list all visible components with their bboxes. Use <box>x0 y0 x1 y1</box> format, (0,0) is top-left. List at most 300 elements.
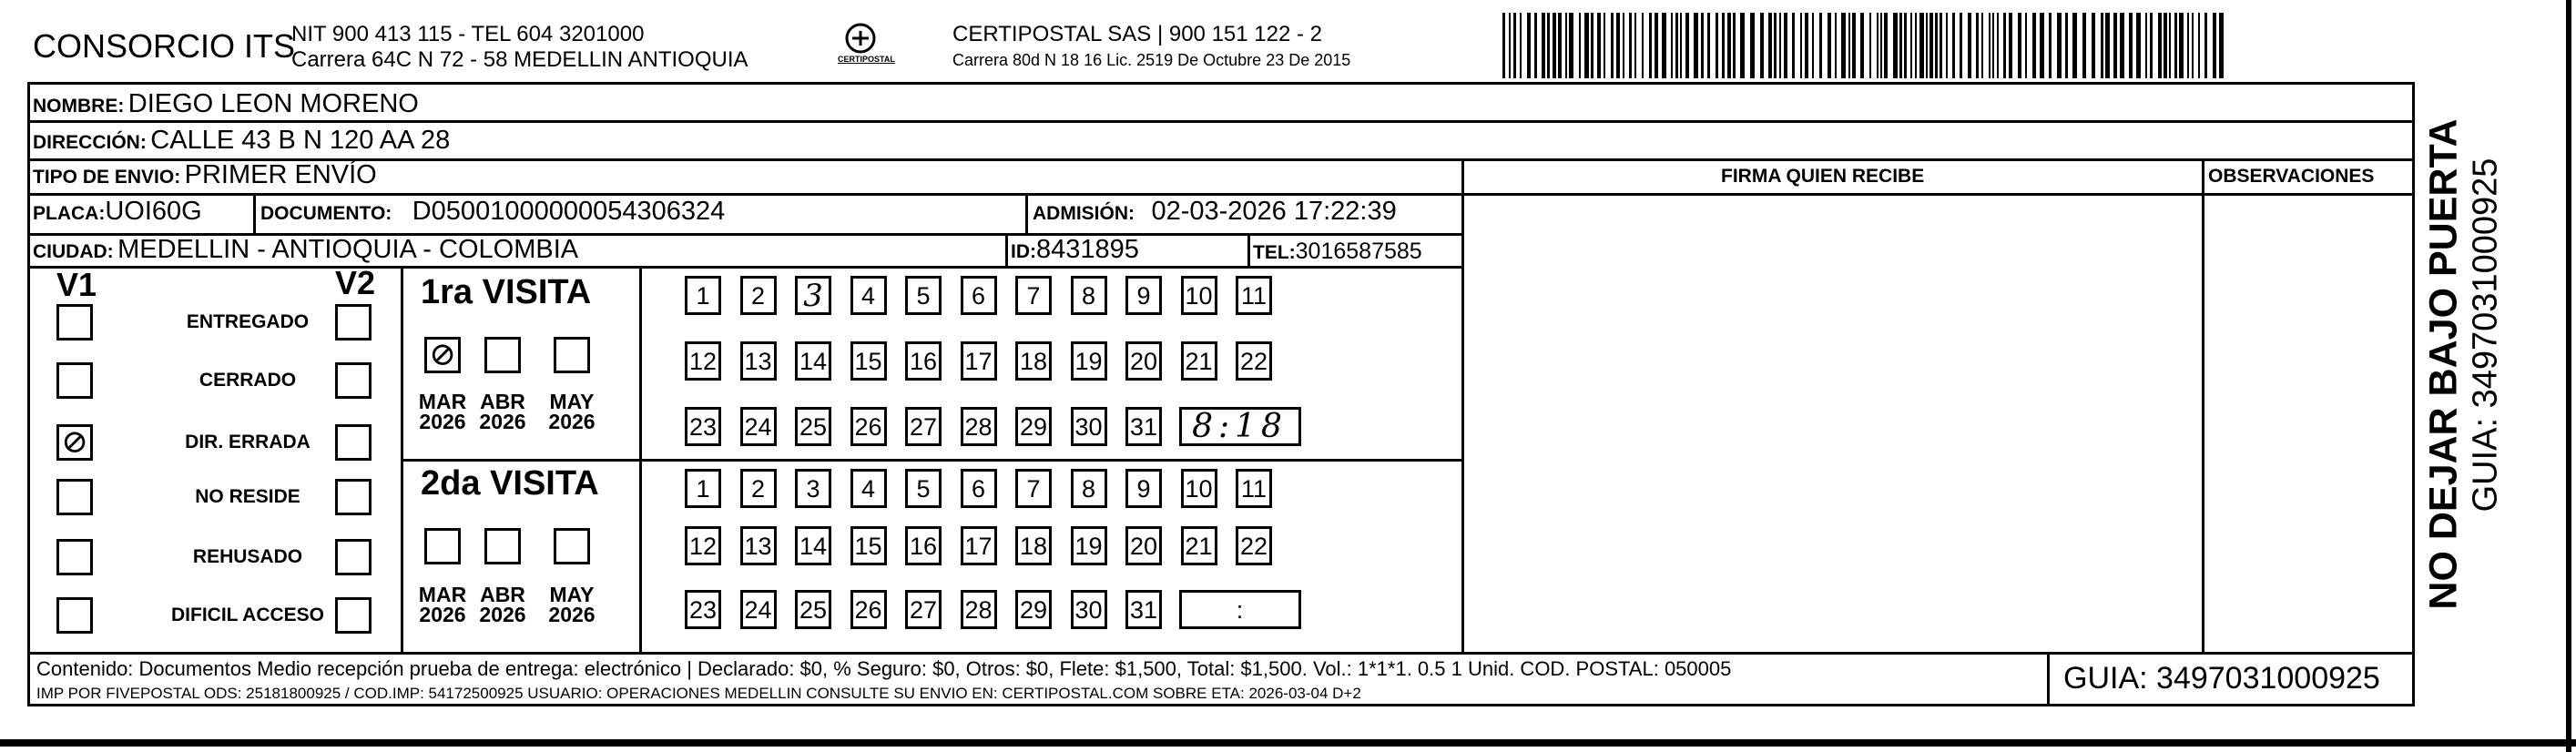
barcode-bar <box>1860 13 1864 78</box>
day-number: 13 <box>744 533 772 560</box>
barcode-bar <box>1558 13 1562 78</box>
placa-value: UOI60G <box>105 197 202 226</box>
year-label: 2026 <box>548 410 596 433</box>
documento-value: D05001000000054306324 <box>412 197 726 226</box>
barcode-bar <box>1919 13 1924 78</box>
barcode-bar <box>1520 13 1522 78</box>
barcode-bar <box>2018 13 2021 78</box>
year-label: 2026 <box>548 603 596 626</box>
documento-label: DOCUMENTO: D05001000000054306324 <box>260 197 726 226</box>
barcode-bar <box>2192 13 2194 78</box>
day-box[interactable] <box>1125 407 1162 446</box>
day-box[interactable] <box>1125 276 1162 315</box>
day-number: 25 <box>799 413 828 441</box>
day-number: 2 <box>750 475 766 503</box>
day-number: 8 <box>1081 282 1096 310</box>
day-box[interactable] <box>740 590 777 629</box>
barcode-bar <box>1716 13 1718 78</box>
barcode-bar <box>2082 13 2086 78</box>
barcode-bar <box>1527 13 1531 78</box>
day-box[interactable] <box>685 341 721 381</box>
barcode-bar <box>1819 13 1822 78</box>
day-number: 16 <box>909 348 938 375</box>
barcode-bar <box>1997 13 1999 78</box>
day-box[interactable] <box>1071 590 1107 629</box>
day-number: 10 <box>1185 282 1213 310</box>
direccion-value: CALLE 43 B N 120 AA 28 <box>150 126 451 155</box>
day-box[interactable] <box>850 276 887 315</box>
barcode-bar <box>1841 13 1846 78</box>
day-number: 11 <box>1240 282 1268 310</box>
day-number: 25 <box>799 596 828 624</box>
barcode-bar <box>1655 13 1658 78</box>
day-box[interactable] <box>905 276 942 315</box>
barcode-bar <box>1727 13 1731 78</box>
day-number: 5 <box>916 282 931 310</box>
v2-heading: V2 <box>335 264 376 301</box>
day-number: 5 <box>916 475 931 503</box>
day-number: 16 <box>909 533 938 560</box>
barcode-bar <box>1611 13 1614 78</box>
observaciones-header: OBSERVACIONES <box>2208 166 2375 187</box>
status-label: CERRADO <box>199 370 297 391</box>
barcode-bar <box>1915 13 1917 78</box>
day-box[interactable] <box>1181 526 1217 565</box>
day-number: 19 <box>1074 348 1103 375</box>
barcode-bar <box>1750 13 1755 78</box>
barcode-bar <box>1680 13 1682 78</box>
nombre-label: NOMBRE: DIEGO LEON MORENO <box>33 89 419 118</box>
barcode-bar <box>1852 13 1856 78</box>
barcode-bar <box>1662 13 1666 78</box>
barcode-bar <box>1952 13 1955 78</box>
barcode-bar <box>1685 13 1689 78</box>
month-label: MAY <box>549 390 595 413</box>
barcode-bar <box>1671 13 1673 78</box>
day-number: 29 <box>1019 413 1048 441</box>
day-number: 1 <box>696 282 710 310</box>
day-box[interactable] <box>1015 341 1052 381</box>
certipostal-line: CERTIPOSTAL SAS | 900 151 122 - 2 <box>952 22 1322 46</box>
day-number: 17 <box>964 533 993 560</box>
barcode-bar <box>2204 13 2207 78</box>
day-number: 9 <box>1136 282 1151 310</box>
barcode-bar <box>1597 13 1601 78</box>
barcode <box>1502 13 2231 78</box>
barcode-bar <box>1880 13 1882 78</box>
barcode-bar <box>1828 13 1831 78</box>
day-box[interactable] <box>1015 469 1052 508</box>
day-box[interactable] <box>1015 590 1052 629</box>
barcode-bar <box>1502 13 1505 78</box>
day-number: 10 <box>1185 475 1213 503</box>
barcode-bar <box>2105 13 2110 78</box>
day-box[interactable] <box>1015 526 1052 565</box>
day-box[interactable] <box>685 407 721 446</box>
day-box[interactable] <box>795 341 831 381</box>
barcode-bar <box>1800 13 1802 78</box>
barcode-bar <box>2169 13 2171 78</box>
day-number: 14 <box>799 348 828 375</box>
day-box[interactable] <box>961 276 997 315</box>
day-box[interactable] <box>795 276 831 315</box>
day-number: 8 <box>1081 475 1096 503</box>
admision-value: 02-03-2026 17:22:39 <box>1151 197 1397 226</box>
day-number: 17 <box>964 348 993 375</box>
month-label: ABR <box>480 583 525 606</box>
barcode-bar <box>1565 13 1567 78</box>
barcode-bar <box>1929 13 1933 78</box>
day-box[interactable] <box>1181 341 1217 381</box>
barcode-bar <box>2174 13 2177 78</box>
day-box[interactable] <box>1125 526 1162 565</box>
barcode-bar <box>1768 13 1772 78</box>
barcode-bar <box>1935 13 1938 78</box>
day-number: 12 <box>688 533 718 560</box>
month-checkbox[interactable] <box>484 528 521 564</box>
day-box[interactable] <box>1015 407 1052 446</box>
day-box[interactable] <box>905 526 942 565</box>
time-box[interactable] <box>1179 407 1301 446</box>
time-box[interactable] <box>1179 590 1301 629</box>
day-number: 1 <box>696 475 710 503</box>
day-box[interactable] <box>740 469 777 508</box>
barcode-bar <box>1642 13 1644 78</box>
status-label: DIFICIL ACCESO <box>170 605 325 625</box>
day-number: 6 <box>971 475 986 503</box>
day-box[interactable] <box>850 341 887 381</box>
day-number: 18 <box>1019 348 1048 375</box>
day-box[interactable] <box>1125 469 1162 508</box>
barcode-bar <box>1792 13 1795 78</box>
day-number: 27 <box>909 413 938 441</box>
day-box[interactable] <box>740 526 777 565</box>
day-box[interactable] <box>961 341 997 381</box>
barcode-bar <box>1553 13 1556 78</box>
day-number: 7 <box>1026 282 1041 310</box>
day-number: 4 <box>860 282 876 310</box>
day-box[interactable] <box>961 469 997 508</box>
barcode-bar <box>1910 13 1912 78</box>
barcode-bar <box>1604 13 1605 78</box>
barcode-bar <box>1869 13 1871 78</box>
day-number: 22 <box>1239 348 1268 375</box>
day-number: 3 <box>806 475 820 503</box>
day-box[interactable] <box>1071 469 1107 508</box>
bottom-border <box>0 739 2576 747</box>
day-box[interactable] <box>1125 590 1162 629</box>
footer-line1: Contenido: Documentos Medio recepción prueba de entrega: electrónico | Declarado: $0, % Seguro: $0, Otros: $0, Flete: $1,500, Total: $1,500. Vol.: 1*1*1. 0.5 1 Unid. COD. POSTAL: 050005 <box>36 657 1732 680</box>
status-v1-checkbox[interactable] <box>56 424 93 461</box>
day-box[interactable] <box>685 526 721 565</box>
barcode-bar <box>1649 13 1652 78</box>
status-label: DIR. ERRADA <box>185 432 311 452</box>
month-checkbox[interactable] <box>424 528 461 564</box>
barcode-bar <box>1946 13 1948 78</box>
day-number: 12 <box>688 348 718 375</box>
day-box[interactable] <box>905 590 942 629</box>
status-v1-checkbox[interactable] <box>56 597 93 634</box>
month-label: MAY <box>549 583 595 606</box>
barcode-bar <box>2158 13 2162 78</box>
barcode-bar <box>1835 13 1837 78</box>
barcode-bar <box>1899 13 1902 78</box>
day-number: 2 <box>750 282 766 310</box>
barcode-bar <box>1701 13 1704 78</box>
day-box[interactable] <box>961 526 997 565</box>
day-box[interactable] <box>1125 341 1162 381</box>
barcode-bar <box>2049 13 2052 78</box>
day-number: 11 <box>1240 475 1268 503</box>
barcode-bar <box>1805 13 1808 78</box>
day-number: 26 <box>854 413 882 441</box>
barcode-bar <box>2198 13 2200 78</box>
barcode-bar <box>2113 13 2117 78</box>
barcode-bar <box>2009 13 2012 78</box>
day-number: 28 <box>964 413 993 441</box>
barcode-bar <box>2213 13 2216 78</box>
barcode-bar <box>1509 13 1511 78</box>
barcode-bar <box>1547 13 1550 78</box>
day-box[interactable] <box>685 469 721 508</box>
barcode-bar <box>2164 13 2167 78</box>
day-number: 31 <box>1129 413 1158 441</box>
barcode-bar <box>1733 13 1736 78</box>
day-number: 30 <box>1074 413 1103 441</box>
direccion-label: DIRECCIÓN: CALLE 43 B N 120 AA 28 <box>33 126 451 155</box>
barcode-bar <box>2072 13 2077 78</box>
barcode-bar <box>2057 13 2062 78</box>
tipo-value: PRIMER ENVÍO <box>184 160 377 189</box>
day-number: 29 <box>1019 596 1048 624</box>
check-mark <box>61 424 88 461</box>
status-label: NO RESIDE <box>195 486 300 507</box>
barcode-bar <box>2092 13 2095 78</box>
barcode-bar <box>1629 13 1632 78</box>
second-visit-title: 2da VISITA <box>421 464 599 503</box>
status-v2-checkbox[interactable] <box>335 362 372 399</box>
logo-text: CERTIPOSTAL <box>838 55 895 64</box>
barcode-bar <box>2129 13 2133 78</box>
day-number: 21 <box>1185 533 1213 560</box>
status-v2-checkbox[interactable] <box>335 424 372 461</box>
barcode-bar <box>2032 13 2036 78</box>
check-mark <box>429 337 456 373</box>
status-v2-checkbox[interactable] <box>335 479 372 515</box>
day-number: 23 <box>688 413 718 441</box>
barcode-bar <box>1968 13 1971 78</box>
barcode-bar <box>1976 13 1979 78</box>
day-number: 3 <box>803 278 823 314</box>
nombre-value: DIEGO LEON MORENO <box>127 89 419 118</box>
barcode-bar <box>2040 13 2044 78</box>
status-v1-checkbox[interactable] <box>56 362 93 399</box>
barcode-bar <box>2219 13 2224 78</box>
day-box[interactable] <box>961 590 997 629</box>
barcode-bar <box>1722 13 1725 78</box>
barcode-bar <box>1616 13 1620 78</box>
day-box[interactable] <box>740 341 777 381</box>
day-number: 30 <box>1074 596 1103 624</box>
barcode-bar <box>2179 13 2184 78</box>
month-label: MAR <box>418 583 467 606</box>
id-label: ID:8431895 <box>1011 235 1139 264</box>
barcode-bar <box>2145 13 2147 78</box>
day-number: 22 <box>1239 533 1268 560</box>
day-box[interactable] <box>795 407 831 446</box>
firma-header: FIRMA QUIEN RECIBE <box>1721 166 1925 187</box>
placa-label: PLACA:UOI60G <box>33 197 202 226</box>
day-number: 24 <box>744 596 772 624</box>
barcode-bar <box>1904 13 1907 78</box>
day-number: 18 <box>1019 533 1048 560</box>
day-box[interactable] <box>1181 469 1217 508</box>
year-label: 2026 <box>479 410 526 433</box>
month-label: ABR <box>480 390 525 413</box>
month-checkbox[interactable] <box>554 337 590 373</box>
day-box[interactable] <box>905 407 942 446</box>
day-number: 14 <box>799 533 828 560</box>
certipostal-address: Carrera 80d N 18 16 Lic. 2519 De Octubre 23 De 2015 <box>952 51 1351 69</box>
barcode-bar <box>1784 13 1787 78</box>
admision-label: ADMISIÓN: 02-03-2026 17:22:39 <box>1033 197 1397 226</box>
status-v1-checkbox[interactable] <box>56 479 93 515</box>
barcode-bar <box>2150 13 2153 78</box>
month-checkbox[interactable] <box>484 337 521 373</box>
barcode-bar <box>1707 13 1710 78</box>
day-box[interactable] <box>850 469 887 508</box>
day-number: 26 <box>854 596 882 624</box>
certipostal-logo <box>810 20 911 75</box>
barcode-bar <box>1848 13 1850 78</box>
barcode-bar <box>1877 13 1879 78</box>
day-box[interactable] <box>1071 341 1107 381</box>
status-v1-checkbox[interactable] <box>56 539 93 575</box>
day-box[interactable] <box>961 407 997 446</box>
tel-label: TEL:3016587585 <box>1253 239 1422 264</box>
status-label: ENTREGADO <box>186 311 310 332</box>
barcode-bar <box>1989 13 1991 78</box>
day-number: 27 <box>909 596 938 624</box>
side-warning: NO DEJAR BAJO PUERTA <box>2421 118 2466 610</box>
day-box[interactable] <box>795 590 831 629</box>
barcode-bar <box>1694 13 1698 78</box>
day-box[interactable] <box>850 590 887 629</box>
barcode-bar <box>2065 13 2068 78</box>
day-number: 20 <box>1129 533 1158 560</box>
barcode-bar <box>1584 13 1589 78</box>
tipo-label: TIPO DE ENVIO: PRIMER ENVÍO <box>33 160 377 189</box>
day-number: 7 <box>1026 475 1041 503</box>
day-box[interactable] <box>685 276 721 315</box>
day-number: 4 <box>860 475 876 503</box>
month-checkbox[interactable] <box>554 528 590 564</box>
day-number: 6 <box>971 282 986 310</box>
barcode-bar <box>1740 13 1745 78</box>
side-guia: GUIA: 3497031000925 <box>2466 158 2505 513</box>
barcode-bar <box>2136 13 2141 78</box>
barcode-bar <box>1569 13 1573 78</box>
day-box[interactable] <box>1236 469 1272 508</box>
barcode-bar <box>1981 13 1983 78</box>
day-box[interactable] <box>1071 407 1107 446</box>
day-box[interactable] <box>1236 276 1272 315</box>
barcode-bar <box>2187 13 2189 78</box>
barcode-bar <box>1760 13 1764 78</box>
barcode-bar <box>1960 13 1962 78</box>
first-visit-title: 1ra VISITA <box>421 273 592 311</box>
day-box[interactable] <box>1015 276 1052 315</box>
year-label: 2026 <box>419 410 466 433</box>
barcode-bar <box>1542 13 1545 78</box>
status-label: REHUSADO <box>192 546 303 567</box>
day-number: 13 <box>744 348 772 375</box>
status-v2-checkbox[interactable] <box>335 597 372 634</box>
day-box[interactable] <box>850 526 887 565</box>
day-box[interactable] <box>740 407 777 446</box>
day-number: 19 <box>1074 533 1103 560</box>
id-value: 8431895 <box>1036 235 1139 264</box>
footer-guia: GUIA: 3497031000925 <box>2063 661 2380 696</box>
day-box[interactable] <box>1236 341 1272 381</box>
barcode-bar <box>2120 13 2124 78</box>
day-box[interactable] <box>740 276 777 315</box>
barcode-bar <box>2025 13 2027 78</box>
day-box[interactable] <box>795 469 831 508</box>
barcode-bar <box>1634 13 1636 78</box>
tel-value: 3016587585 <box>1295 239 1422 264</box>
barcode-bar <box>2003 13 2006 78</box>
barcode-bar <box>1623 13 1624 78</box>
day-number: 15 <box>854 533 882 560</box>
ciudad-label: CIUDAD: MEDELLIN - ANTIOQUIA - COLOMBIA <box>33 235 579 264</box>
footer-line2: IMP POR FIVEPOSTAL ODS: 25181800925 / COD.IMP: 54172500925 USUARIO: OPERACIONES MEDELLIN CONSULTE SU ENVIO EN: CERTIPOSTAL.COM SOBRE ETA: 2026-03-04 D+2 <box>36 685 1361 702</box>
day-box[interactable] <box>905 469 942 508</box>
barcode-bar <box>1513 13 1516 78</box>
day-box[interactable] <box>905 341 942 381</box>
barcode-bar <box>1579 13 1581 78</box>
time-value: 8:18 <box>1192 408 1288 445</box>
company-address: Carrera 64C N 72 - 58 MEDELLIN ANTIOQUIA <box>291 47 748 72</box>
barcode-bar <box>2101 13 2103 78</box>
day-box[interactable] <box>795 526 831 565</box>
day-box[interactable] <box>1071 276 1107 315</box>
v1-heading: V1 <box>56 266 97 303</box>
barcode-bar <box>1893 13 1898 78</box>
day-number: 23 <box>688 596 718 624</box>
day-number: 20 <box>1129 348 1158 375</box>
status-v1-checkbox[interactable] <box>56 304 93 340</box>
month-label: MAR <box>418 390 467 413</box>
right-border <box>2566 0 2571 752</box>
status-v2-checkbox[interactable] <box>335 539 372 575</box>
month-checkbox[interactable] <box>424 337 461 373</box>
barcode-bar <box>1812 13 1814 78</box>
day-box[interactable] <box>685 590 721 629</box>
day-box[interactable] <box>1181 276 1217 315</box>
day-box[interactable] <box>850 407 887 446</box>
barcode-bar <box>1926 13 1928 78</box>
barcode-bar <box>1992 13 1994 78</box>
barcode-bar <box>1534 13 1537 78</box>
year-label: 2026 <box>479 603 526 626</box>
day-number: 15 <box>854 348 882 375</box>
year-label: 2026 <box>419 603 466 626</box>
day-number: 21 <box>1185 348 1213 375</box>
day-box[interactable] <box>1236 526 1272 565</box>
status-v2-checkbox[interactable] <box>335 304 372 340</box>
day-box[interactable] <box>1071 526 1107 565</box>
